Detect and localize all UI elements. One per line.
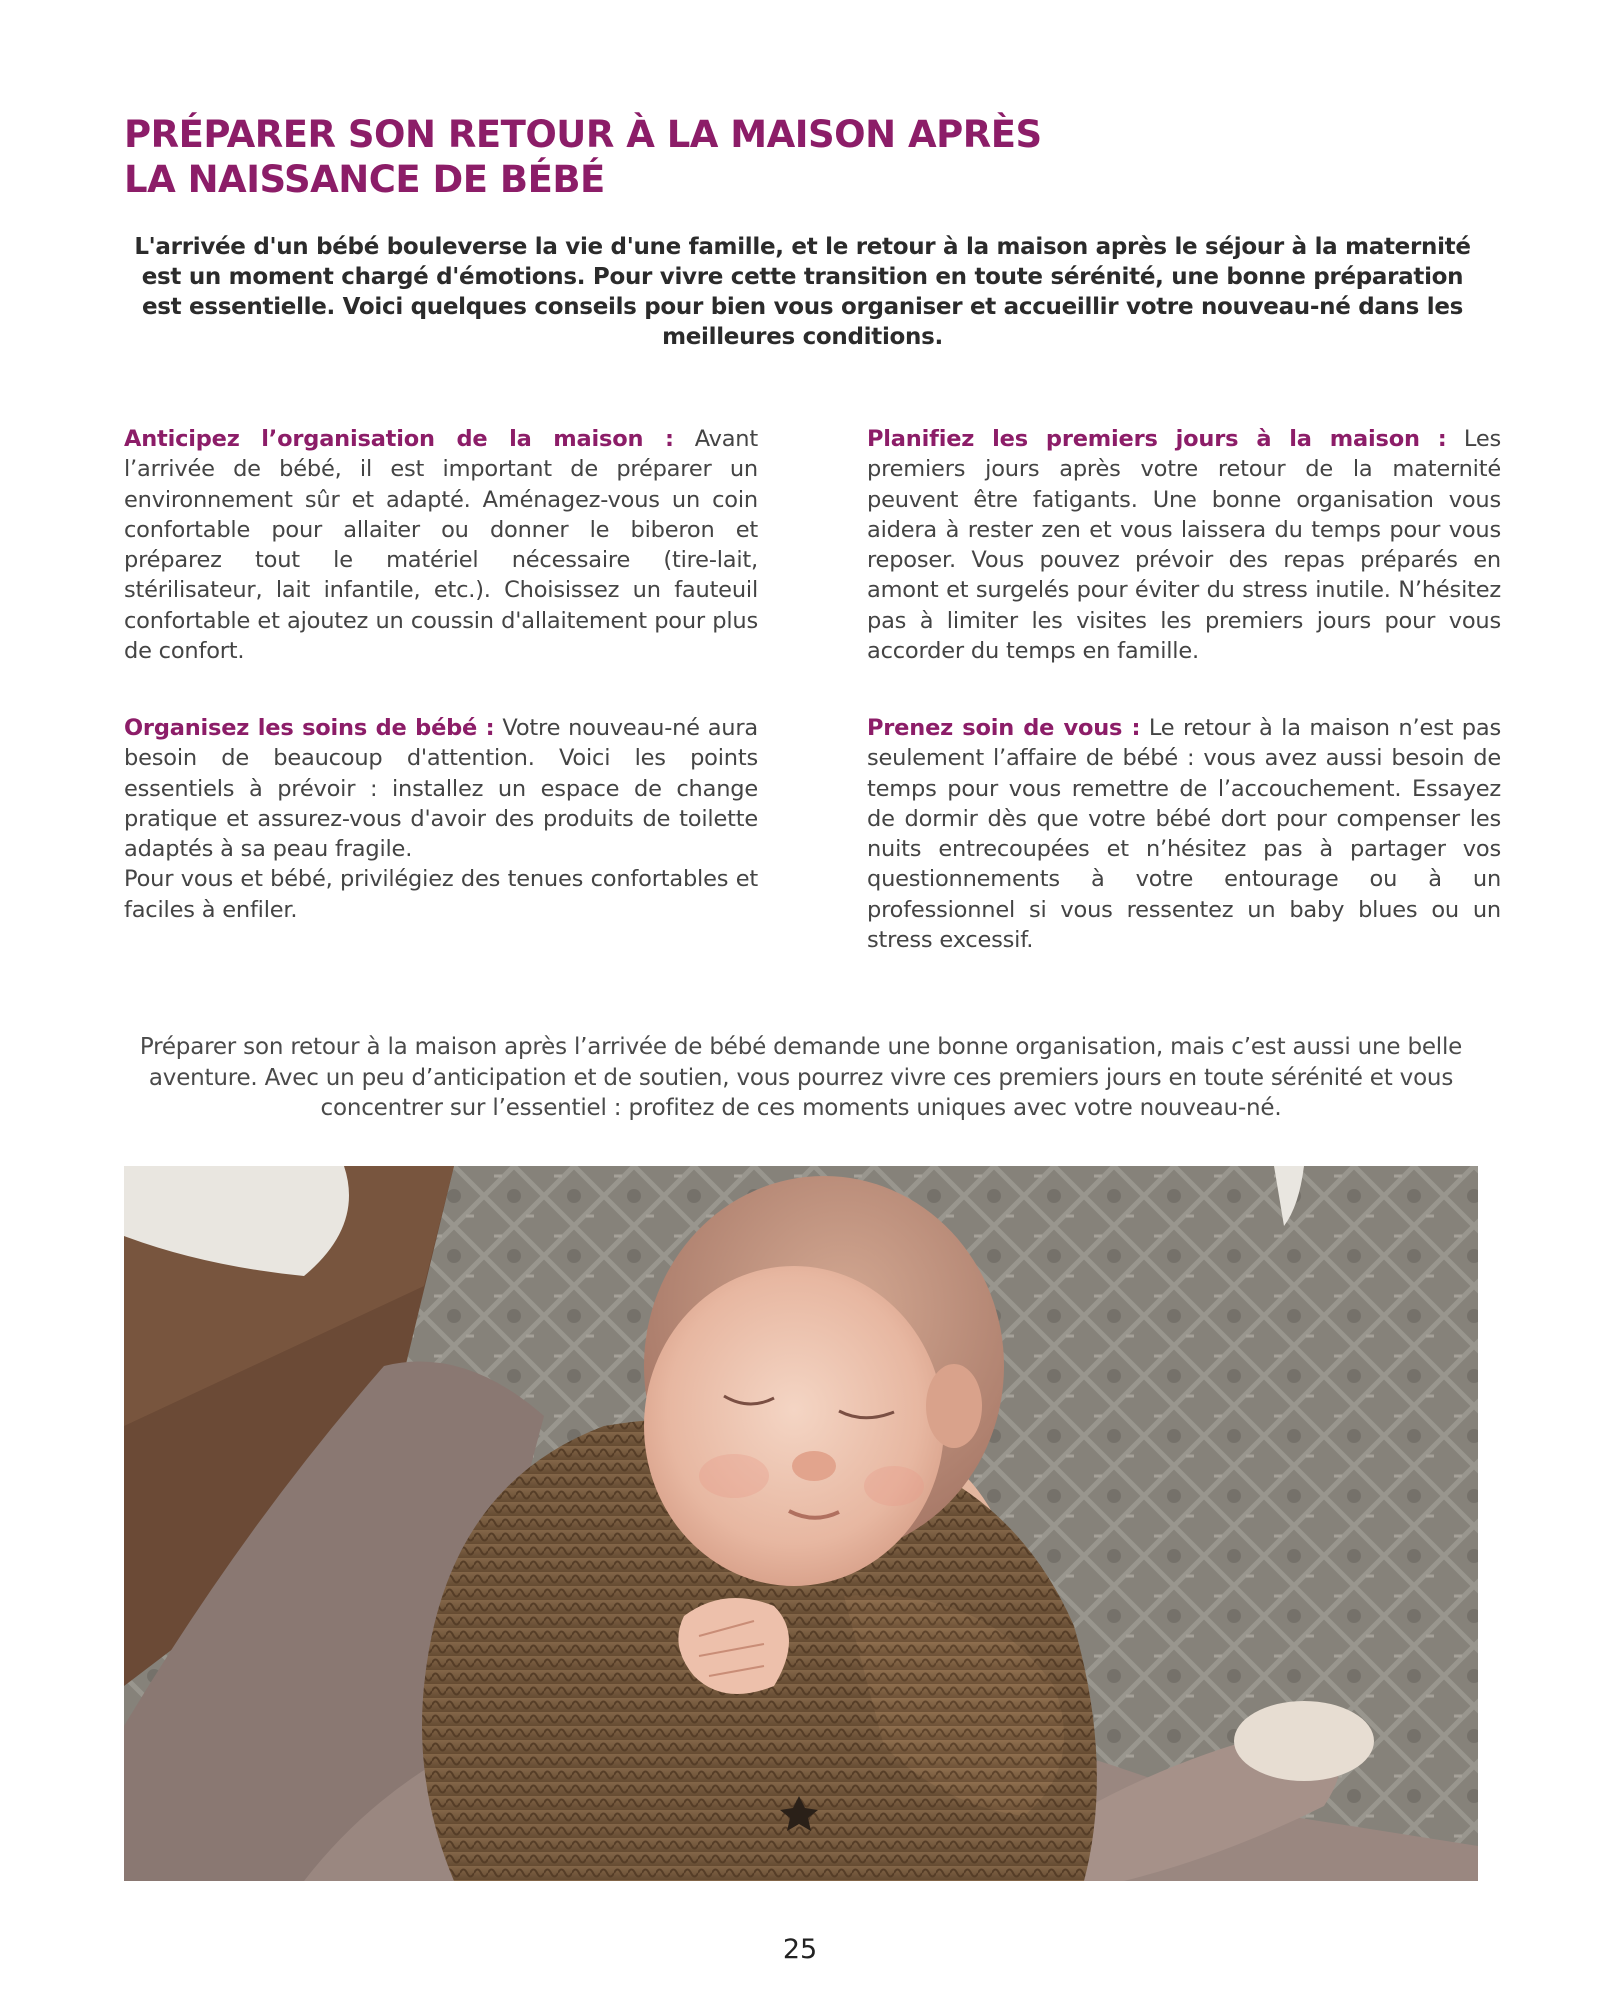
conclusion-paragraph: Préparer son retour à la maison après l’arrivée de bébé demande une bonne organisation, mais c’est aussi une belle aventure. Avec un peu d’anticipation et de soutien, vous pourrez vivre ces premiers jours en toute sérénité et vous concentrer sur l’essentiel : profitez de ces moments uniques avec votre nouveau-né.: [139, 1034, 1463, 1121]
section-soin-de-vous: [867, 713, 1501, 955]
section-body-extra: Pour vous et bébé, privilégiez des tenues confortables et faciles à enfiler.: [124, 866, 758, 923]
newborn-illustration: [124, 1166, 1478, 1881]
section-heading: Organisez les soins de bébé :: [124, 715, 495, 741]
section-soins-bebe: [124, 713, 758, 925]
section-organisation-maison: [124, 424, 758, 666]
page-title-line-1: PRÉPARER SON RETOUR À LA MAISON APRÈS: [124, 113, 1042, 156]
section-body: Les premiers jours après votre retour de la maternité peuvent être fatigants. Une bonne organisation vous aidera à rester zen et vous laissera du temps pour vous reposer. Vous pouvez prévoir des repas préparés en amont et surgelés pour éviter du stress inutile. N’hésitez pas à limiter les visites les premiers jours pour vous accorder du temps en famille.: [867, 426, 1501, 665]
section-heading: Planifiez les premiers jours à la maison :: [867, 426, 1447, 452]
section-body: Votre nouveau-né aura besoin de beaucoup d'attention. Voici les points essentiels à prévoir : installez un espace de change pratique et assurez-vous d'avoir des produits de toilette adaptés à sa peau fragile.: [124, 715, 758, 863]
page-title-line-2: LA NAISSANCE DE BÉBÉ: [124, 158, 605, 201]
section-heading: Anticipez l’organisation de la maison :: [124, 426, 674, 452]
intro-paragraph: L'arrivée d'un bébé bouleverse la vie d'une famille, et le retour à la maison après le séjour à la maternité est un moment chargé d'émotions. Pour vivre cette transition en toute sérénité, une bonne préparation est essentielle. Voici quelques conseils pour bien vous organiser et accueillir votre nouveau-né dans les meilleures conditions.: [134, 234, 1471, 350]
section-premiers-jours: [867, 424, 1501, 666]
section-heading: Prenez soin de vous :: [867, 715, 1141, 741]
page-number: 25: [782, 1934, 818, 1965]
section-body: Avant l’arrivée de bébé, il est important de préparer un environnement sûr et adapté. Aménagez-vous un coin confortable pour allaiter ou donner le biberon et préparez tout le matériel nécessaire (tire-lait, stérilisateur, lait infantile, etc.). Choisissez un fauteuil confortable et ajoutez un coussin d'allaitement pour plus de confort.: [124, 426, 758, 665]
sleeping-newborn-photo: [124, 1166, 1478, 1881]
page-title: [124, 112, 1124, 202]
section-body: Le retour à la maison n’est pas seulement l’affaire de bébé : vous avez aussi besoin de temps pour vous remettre de l’accouchement. Essayez de dormir dès que votre bébé dort pour compenser les nuits entrecoupées et n’hésitez pas à partager vos questionnements à votre entourage ou à un professionnel si vous ressentez un baby blues ou un stress excessif.: [867, 715, 1501, 954]
